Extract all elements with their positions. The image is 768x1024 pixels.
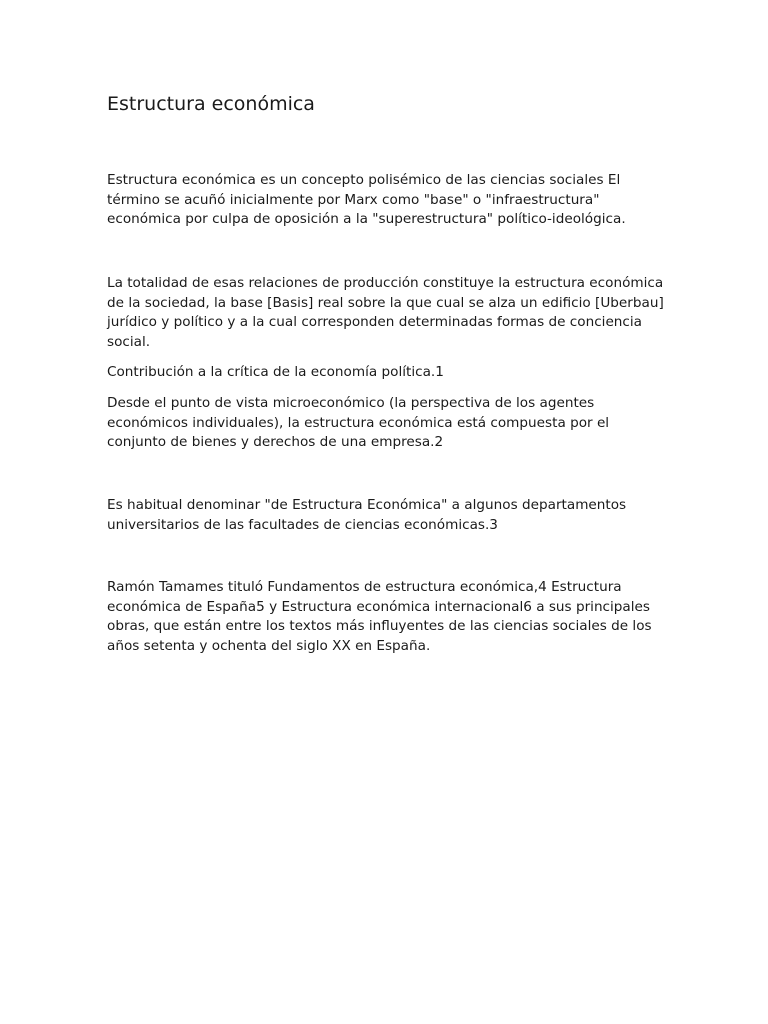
document-title: Estructura económica	[107, 93, 315, 115]
paragraph-microeconomic: Desde el punto de vista microeconómico (la perspectiva de los agentes económicos individuales), la estructura económica está compuesta por el conjunto de bienes y derechos de una empresa.2	[107, 395, 610, 450]
paragraph-citation: Contribución a la crítica de la economía política.1	[107, 364, 444, 380]
paragraph-departments: Es habitual denominar "de Estructura Económica" a algunos departamentos universitarios de las facultades de ciencias económicas.3	[107, 497, 627, 533]
paragraph-tamames: Ramón Tamames tituló Fundamentos de estructura económica,4 Estructura económica de España5 y Estructura económica internacional6 a sus principales obras, que están entre los textos más influyentes de las ciencias sociales de los años setenta y ochenta del siglo XX en España.	[107, 579, 652, 654]
paragraph-marx-quote: La totalidad de esas relaciones de producción constituye la estructura económica de la sociedad, la base [Basis] real sobre la que cual se alza un edificio [Uberbau] jurídico y político y a la cual corresponden determinadas formas de conciencia social.	[107, 275, 664, 350]
paragraph-definition: Estructura económica es un concepto polisémico de las ciencias sociales El término se acuñó inicialmente por Marx como "base" o "infraestructura" económica por culpa de oposición a la "superestructura" político-ideológica.	[107, 172, 626, 227]
